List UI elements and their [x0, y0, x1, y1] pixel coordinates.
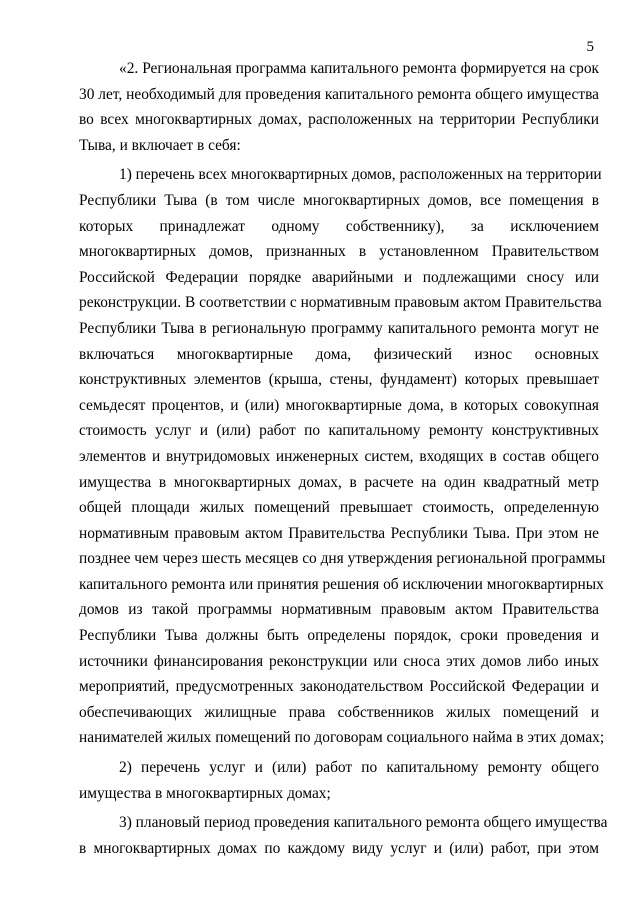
- paragraph: [79, 56, 599, 158]
- text-line: Республики Тыва в региональную программу капитального ремонта могут не: [79, 319, 599, 337]
- document-body: [79, 56, 608, 865]
- text-line: включаться многоквартирные дома, физический износ основных: [79, 345, 599, 363]
- text-line: нормативным правовым актом Правительства Республики Тыва. При этом не: [79, 524, 599, 542]
- paragraph: [79, 810, 608, 861]
- text-line: домов из такой программы нормативным правовым актом Правительства: [79, 601, 599, 619]
- text-line: позднее чем через шесть месяцев со дня утверждения региональной программы: [79, 550, 606, 568]
- text-line: Республики Тыва должны быть определены порядок, сроки проведения и: [79, 627, 599, 645]
- text-line: многоквартирных домов, признанных в установленном Правительством: [79, 243, 599, 261]
- text-line: реконструкции. В соответствии с нормативным правовым актом Правительства: [79, 294, 602, 312]
- text-line: имущества в многоквартирных домах;: [79, 784, 331, 802]
- text-line: 1) перечень всех многоквартирных домов, расположенных на территории: [119, 166, 602, 184]
- text-line: элементов и внутридомовых инженерных систем, входящих в состав общего: [79, 447, 599, 465]
- text-line: источники финансирования реконструкции или сноса этих домов либо иных: [79, 652, 599, 670]
- text-line: общей площади жилых помещений превышает стоимость, определенную: [79, 499, 599, 517]
- text-line: Тыва, и включает в себя:: [79, 136, 241, 154]
- text-line: во всех многоквартирных домах, расположенных на территории Республики: [79, 111, 599, 129]
- text-line: которых принадлежат одному собственнику), за исключением: [79, 217, 599, 235]
- text-line: капитального ремонта или принятия решения об исключении многоквартирных: [79, 575, 604, 593]
- text-line: имущества в многоквартирных домах, в расчете на один квадратный метр: [79, 473, 599, 491]
- page-number: 5: [586, 39, 594, 55]
- paragraph: [79, 755, 599, 806]
- paragraph: [79, 162, 606, 751]
- text-line: 30 лет, необходимый для проведения капитального ремонта общего имущества: [79, 85, 599, 103]
- text-line: «2. Региональная программа капитального ремонта формируется на срок: [119, 60, 599, 77]
- text-line: Российской Федерации порядке аварийными и подлежащими сносу или: [79, 268, 599, 286]
- text-line: мероприятий, предусмотренных законодательством Российской Федерации и: [79, 678, 599, 696]
- text-line: обеспечивающих жилищные права собственников жилых помещений и: [79, 703, 599, 721]
- text-line: 3) плановый период проведения капитального ремонта общего имущества: [119, 814, 608, 832]
- text-line: стоимость услуг и (или) работ по капитальному ремонту конструктивных: [79, 422, 599, 440]
- text-line: семьдесят процентов, и (или) многоквартирные дома, в которых совокупная: [79, 396, 599, 414]
- text-line: в многоквартирных домах по каждому виду услуг и (или) работ, при этом: [79, 839, 599, 857]
- text-line: 2) перечень услуг и (или) работ по капитальному ремонту общего: [119, 759, 599, 777]
- text-line: нанимателей жилых помещений по договорам социального найма в этих домах;: [79, 729, 605, 747]
- text-line: Республики Тыва (в том числе многоквартирных домов, все помещения в: [79, 191, 599, 209]
- text-line: конструктивных элементов (крыша, стены, фундамент) которых превышает: [79, 371, 599, 389]
